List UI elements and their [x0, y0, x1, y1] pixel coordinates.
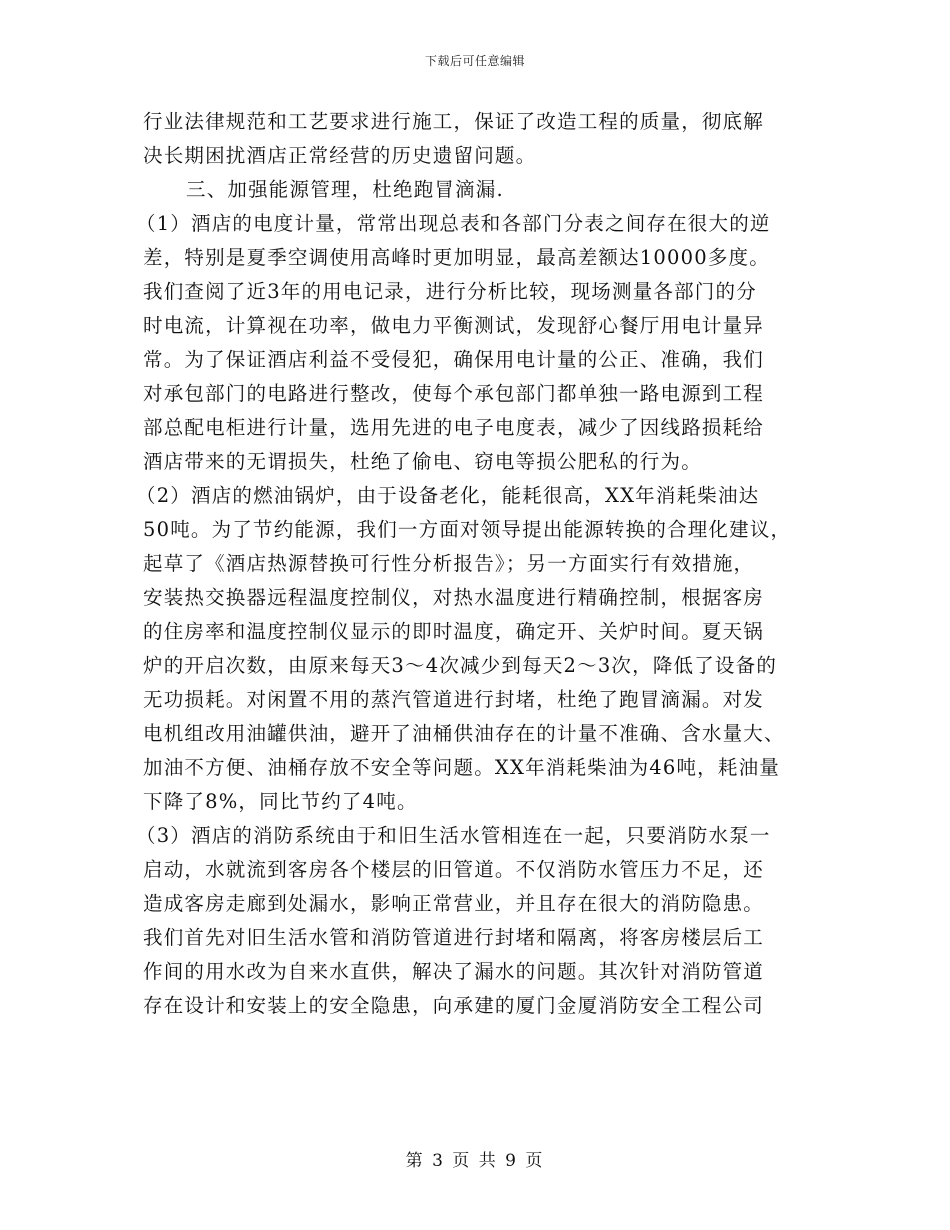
body-line: 我们查阅了近3年的用电记录，进行分析比较，现场测量各部门的分	[143, 280, 757, 303]
body-line: 的住房率和温度控制仪显示的即时温度，确定开、关炉时间。夏天锅	[143, 620, 765, 643]
body-line: 酒店带来的无谓损失，杜绝了偷电、窃电等损公肥私的行为。	[143, 450, 702, 473]
body-line: 造成客房走廊到处漏水，影响正常营业，并且存在很大的消防隐患。	[143, 892, 765, 915]
body-line: 作间的用水改为自来水直供，解决了漏水的问题。其次针对消防管道	[143, 960, 765, 983]
body-line: 下降了8%，同比节约了4吨。	[143, 790, 418, 813]
body-line: 部总配电柜进行计量，选用先进的电子电度表，减少了因线路损耗给	[143, 416, 765, 439]
paragraph-item-3-start: （3）酒店的消防系统由于和旧生活水管相连在一起，只要消防水泵一	[136, 824, 771, 847]
section-heading: 三、加强能源管理，杜绝跑冒滴漏.	[186, 178, 504, 201]
body-line: 炉的开启次数，由原来每天3～4次减少到每天2～3次，降低了设备的	[143, 654, 778, 677]
body-line: 存在设计和安装上的安全隐患，向承建的厦门金厦消防安全工程公司	[143, 994, 765, 1017]
body-line: 加油不方便、油桶存放不安全等问题。XX年消耗柴油为46吨，耗油量	[143, 756, 780, 779]
paragraph-item-1-start: （1）酒店的电度计量，常常出现总表和各部门分表之间存在很大的逆	[136, 212, 771, 235]
body-line: 决长期困扰酒店正常经营的历史遗留问题。	[143, 144, 537, 167]
page-number-footer: 第 3 页 共 9 页	[405, 1151, 545, 1171]
body-line: 时电流，计算视在功率，做电力平衡测试，发现舒心餐厅用电计量异	[143, 314, 765, 337]
body-line: 起草了《酒店热源替换可行性分析报告》；另一方面实行有效措施，	[143, 552, 755, 575]
body-line: 安装热交换器远程温度控制仪，对热水温度进行精确控制，根据客房	[143, 586, 765, 609]
body-line: 对承包部门的电路进行整改，使每个承包部门都单独一路电源到工程	[143, 382, 765, 405]
body-line: 常。为了保证酒店利益不受侵犯，确保用电计量的公正、准确，我们	[143, 348, 765, 371]
paragraph-item-2-start: （2）酒店的燃油锅炉，由于设备老化，能耗很高，XX年消耗柴油达	[136, 484, 760, 507]
body-line: 我们首先对旧生活水管和消防管道进行封堵和隔离，将客房楼层后工	[143, 926, 765, 949]
body-line: 行业法律规范和工艺要求进行施工，保证了改造工程的质量，彻底解	[143, 110, 765, 133]
body-line: 启动，水就流到客房各个楼层的旧管道。不仅消防水管压力不足，还	[143, 858, 765, 881]
page-header: 下载后可任意编辑	[424, 54, 525, 68]
body-line: 无功损耗。对闲置不用的蒸汽管道进行封堵，杜绝了跑冒滴漏。对发	[143, 688, 765, 711]
body-line: 电机组改用油罐供油，避开了油桶供油存在的计量不准确、含水量大、	[143, 722, 785, 745]
body-line: 50吨。为了节约能源，我们一方面对领导提出能源转换的合理化建议，	[143, 518, 792, 541]
document-body	[136, 105, 813, 1023]
body-line: 差，特别是夏季空调使用高峰时更加明显，最高差额达10000多度。	[143, 246, 770, 269]
